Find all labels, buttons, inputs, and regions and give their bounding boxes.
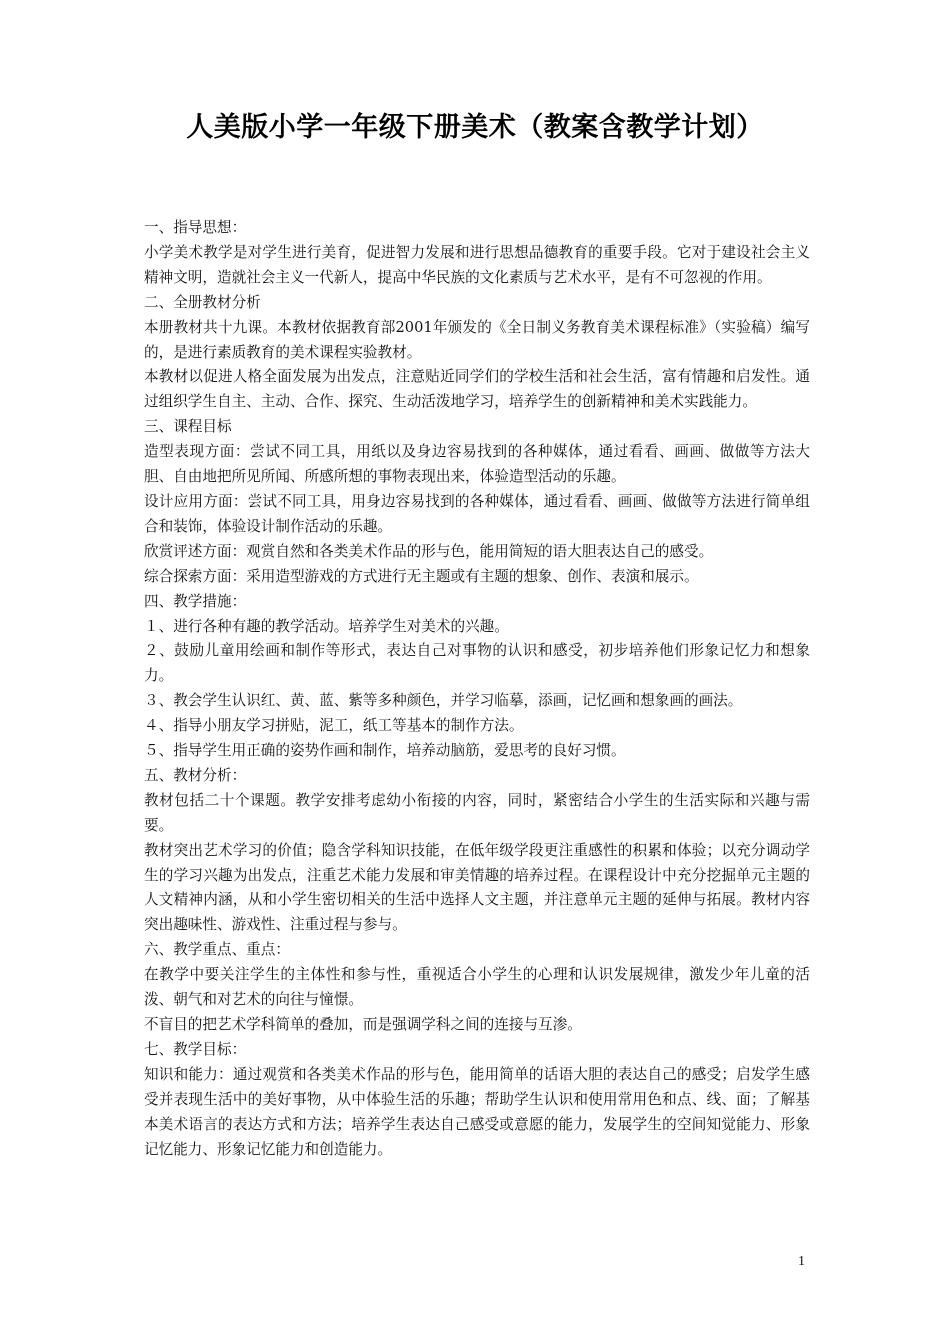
paragraph: 不盲目的把艺术学科简单的叠加，而是强调学科之间的连接与互渗。 bbox=[144, 1016, 582, 1033]
list-item: ２、鼓励儿童用绘画和制作等形式，表达自己对事物的认识和感受，初步培养他们形象记忆力和想象力。 bbox=[144, 642, 810, 685]
paragraph: 设计应用方面：尝试不同工具，用身边容易找到的各种媒体，通过看看、画画、做做等方法进行简单组合和装饰，体验设计制作活动的乐趣。 bbox=[144, 492, 810, 535]
paragraph: 小学美术教学是对学生进行美育，促进智力发展和进行思想品德教育的重要手段。它对于建设社会主义精神文明，造就社会主义一代新人，提高中华民族的文化素质与艺术水平，是有不可忽视的作用。 bbox=[144, 243, 810, 286]
heading-guiding-ideology: 一、指导思想： bbox=[144, 219, 247, 236]
heading-material-analysis: 五、教材分析： bbox=[144, 766, 247, 784]
paragraph: 造型表现方面：尝试不同工具，用纸以及身边容易找到的各种媒体，通过看看、画画、做做等方法大胆、自由地把所见所闻、所感所想的事物表现出来，体验造型活动的乐趣。 bbox=[144, 443, 810, 486]
heading-course-goals: 三、课程目标 bbox=[144, 418, 232, 436]
paragraph: 本册教材共十九课。本教材依据教育部2001年颁发的《全日制义务教育美术课程标准》（实验稿）编写的，是进行素质教育的美术课程实验教材。 bbox=[144, 318, 810, 361]
paragraph: 教材突出艺术学习的价值；隐含学科知识技能，在低年级学段更注重感性的积累和体验；以充分调动学生的学习兴趣为出发点，注重艺术能力发展和审美情趣的培养过程。在课程设计中充分挖掘单元主题的人文精神内涵，从和小学生密切相关的生活中选择人文主题，并注意单元主题的延伸与拓展。教材内容突出趣味性、游戏性、注重过程与参与。 bbox=[144, 841, 810, 934]
heading-teaching-goals: 七、教学目标： bbox=[144, 1040, 247, 1058]
heading-key-points: 六、教学重点、重点： bbox=[144, 941, 290, 959]
paragraph: 本教材以促进人格全面发展为出发点，注意贴近同学们的学校生活和社会生活，富有情趣和启发性。通过组织学生自主、主动、合作、探究、生动活泼地学习，培养学生的创新精神和美术实践能力。 bbox=[144, 368, 810, 411]
paragraph: 教材包括二十个课题。教学安排考虑幼小衔接的内容，同时，紧密结合小学生的生活实际和兴趣与需要。 bbox=[144, 791, 810, 834]
list-item: ４、指导小朋友学习拼贴，泥工，纸工等基本的制作方法。 bbox=[144, 717, 524, 735]
list-item: １、进行各种有趣的教学活动。培养学生对美术的兴趣。 bbox=[144, 617, 509, 635]
paragraph: 知识和能力：通过观赏和各类美术作品的形与色，能用简单的话语大胆的表达自己的感受；启发学生感受并表现生活中的美好事物，从中体验生活的乐趣；帮助学生认识和使用常用色和点、线、面；了解基本美术语言的表达方式和方法；培养学生表达自己感受或意愿的能力，发展学生的空间知觉能力、形象记忆能力、形象记忆能力和创造能力。 bbox=[144, 1065, 810, 1158]
document-title: 人美版小学一年级下册美术（教案含教学计划） bbox=[186, 112, 764, 143]
page-number: 1 bbox=[798, 1254, 805, 1269]
heading-teaching-measures: 四、教学措施： bbox=[144, 592, 247, 610]
paragraph: 在教学中要关注学生的主体性和参与性，重视适合小学生的心理和认识发展规律，激发少年儿童的活泼、朝气和对艺术的向往与憧憬。 bbox=[144, 966, 810, 1009]
document-body bbox=[144, 216, 810, 1162]
list-item: ３、教会学生认识红、黄、蓝、紫等多种颜色，并学习临摹，添画，记忆画和想象画的画法。 bbox=[144, 692, 743, 710]
list-item: ５、指导学生用正确的姿势作画和制作，培养动脑筋，爱思考的良好习惯。 bbox=[144, 742, 626, 760]
heading-textbook-analysis: 二、全册教材分析 bbox=[144, 293, 261, 311]
paragraph: 综合探索方面：采用造型游戏的方式进行无主题或有主题的想象、创作、表演和展示。 bbox=[144, 567, 699, 585]
paragraph: 欣赏评述方面：观赏自然和各类美术作品的形与色，能用简短的语大胆表达自己的感受。 bbox=[144, 542, 714, 560]
